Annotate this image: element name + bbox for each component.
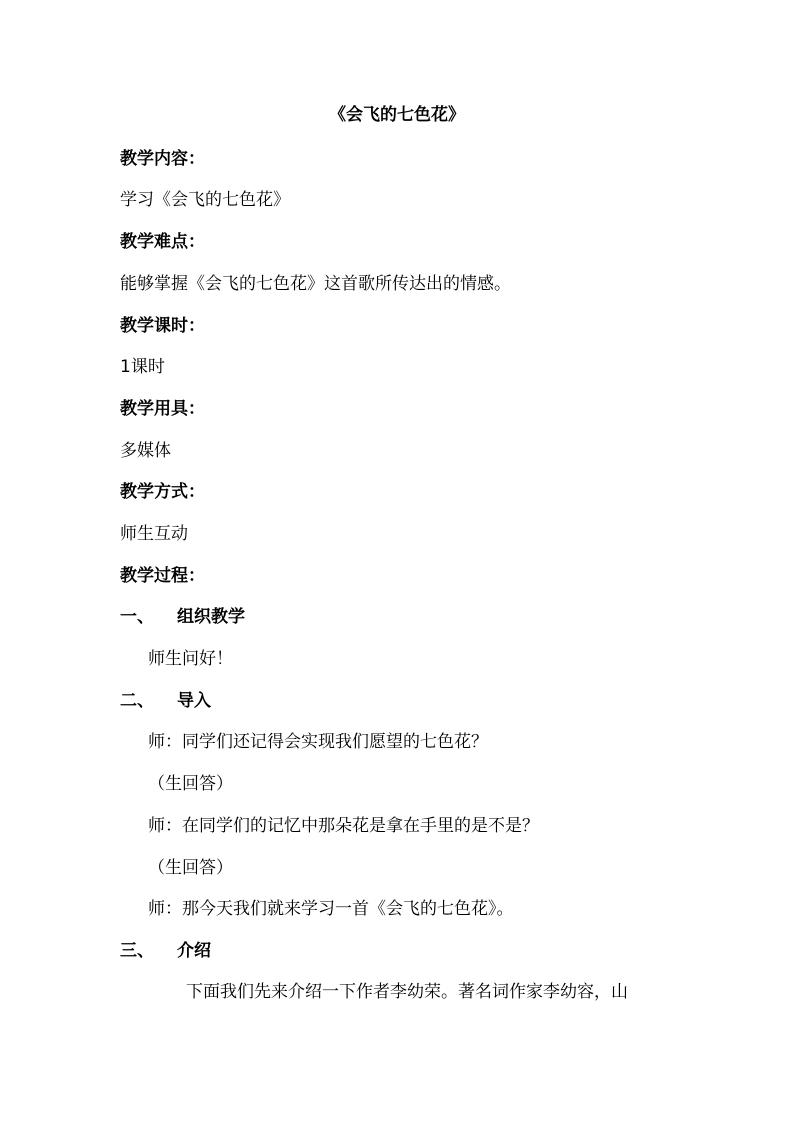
paragraph-line: （生回答） [148, 858, 233, 878]
tools-heading: 教学用具： [120, 399, 205, 419]
section-title: 导入 [177, 691, 211, 711]
difficulty-text: 能够掌握《会飞的七色花》这首歌所传达出的情感。 [120, 274, 511, 294]
hours-text: 1课时 [120, 357, 165, 377]
paragraph-line: 下面我们先来介绍一下作者李幼荣。著名词作家李幼容，山 [186, 982, 628, 1002]
process-heading: 教学过程： [120, 566, 205, 586]
paragraph-line: 师：同学们还记得会实现我们愿望的七色花？ [148, 732, 488, 752]
section-title: 组织教学 [177, 607, 245, 627]
section-number: 一、 [120, 607, 154, 627]
difficulty-heading: 教学难点： [120, 232, 205, 252]
content-heading: 教学内容： [120, 149, 205, 169]
hours-heading: 教学课时： [120, 316, 205, 336]
section-number: 二、 [120, 691, 154, 711]
paragraph-line: 师：那今天我们就来学习一首《会飞的七色花》。 [148, 899, 514, 919]
section-number: 三、 [120, 941, 154, 961]
paragraph-line: 师：在同学们的记忆中那朵花是拿在手里的是不是？ [148, 816, 539, 836]
paragraph-line: （生回答） [148, 774, 233, 794]
paragraph-line: 师生问好！ [148, 649, 233, 669]
section-title: 介绍 [177, 941, 211, 961]
content-text: 学习《会飞的七色花》 [120, 190, 290, 210]
document-title: 《会飞的七色花》 [329, 105, 465, 125]
tools-text: 多媒体 [120, 441, 171, 461]
method-heading: 教学方式： [120, 482, 205, 502]
method-text: 师生互动 [120, 524, 188, 544]
